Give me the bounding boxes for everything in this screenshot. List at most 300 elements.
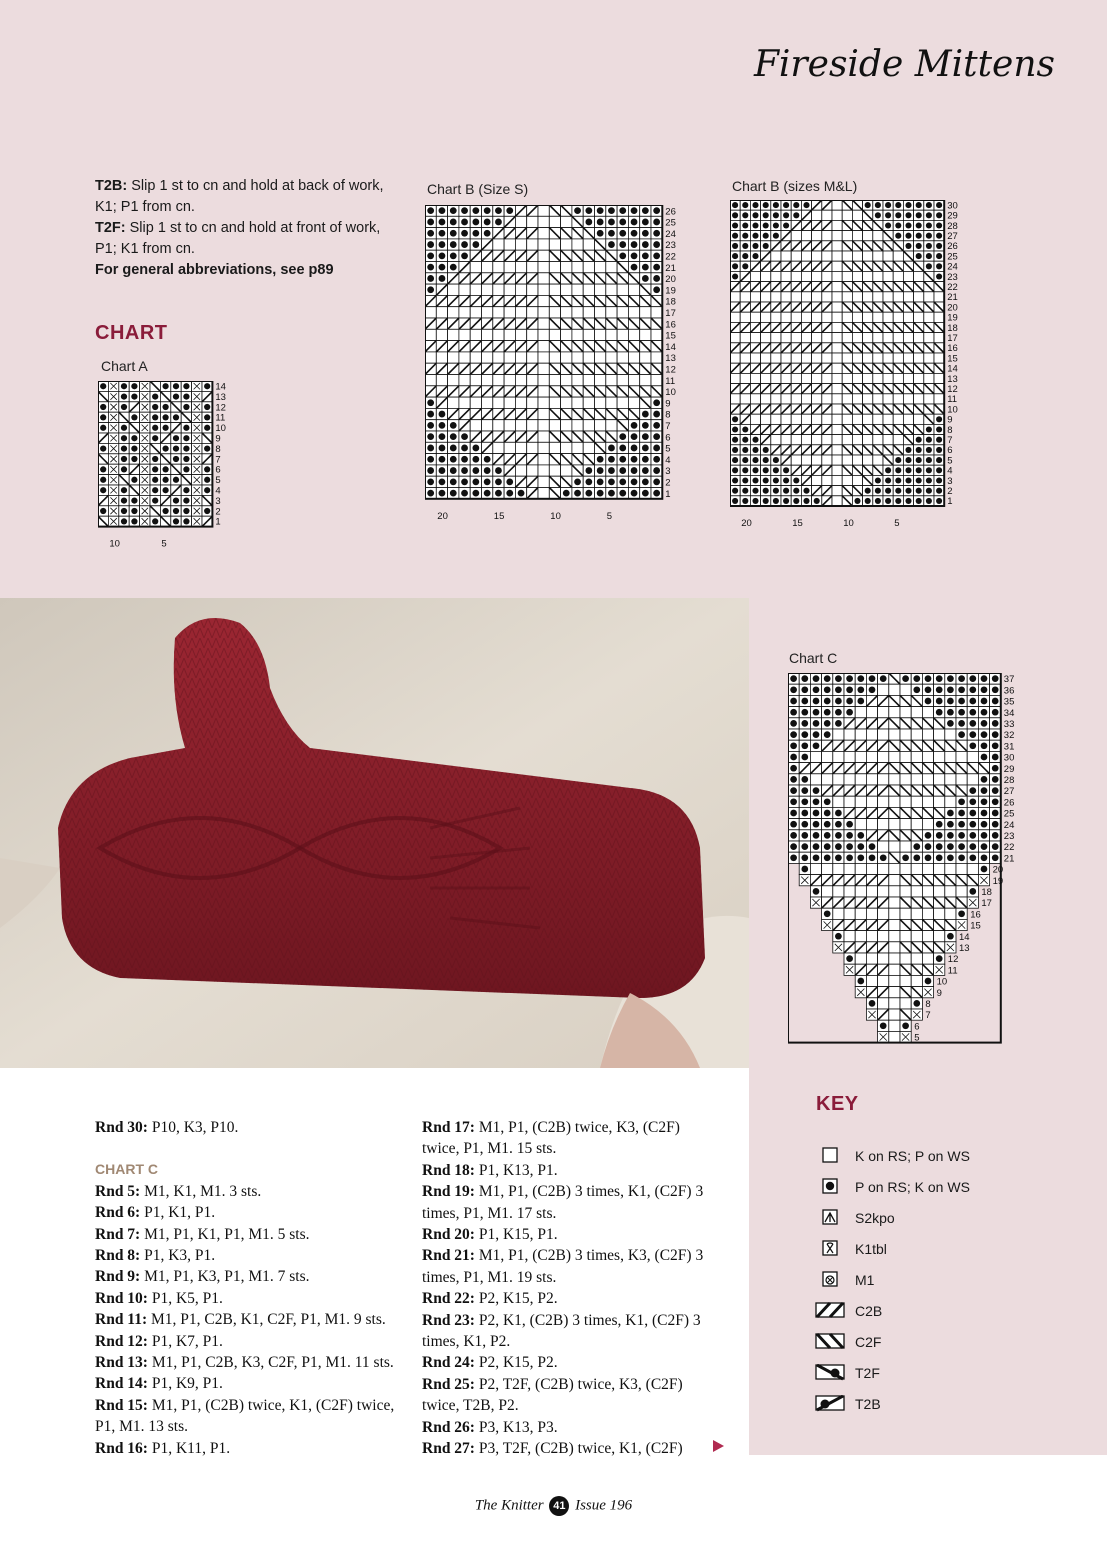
chart-cell [878, 819, 889, 830]
chart-cell [561, 216, 572, 227]
chart-cell [924, 292, 934, 302]
chart-cell [801, 353, 811, 363]
chart-cell [934, 908, 945, 919]
purl-dot [905, 467, 911, 473]
chart-cell [911, 931, 922, 942]
chart-cell [967, 863, 978, 874]
purl-dot [100, 404, 106, 410]
chart-cell [822, 231, 832, 241]
chart-cell [903, 353, 913, 363]
purl-dot [763, 488, 769, 494]
purl-dot [936, 202, 942, 208]
row-number: 27 [1003, 786, 1015, 798]
instruction-row: Rnd 12: P1, K7, P1. [95, 1332, 223, 1350]
purl-dot [162, 477, 168, 483]
purl-dot [958, 720, 965, 727]
purl-dot [790, 765, 797, 772]
purl-dot [916, 457, 922, 463]
chart-cell [801, 231, 811, 241]
chart-cell [911, 819, 922, 830]
chart-cell [903, 373, 913, 383]
purl-dot [439, 275, 446, 282]
chart-cell [842, 455, 852, 465]
purl-dot [958, 843, 965, 850]
chart-cell [889, 774, 900, 785]
purl-dot [752, 467, 758, 473]
purl-dot [472, 467, 479, 474]
chart-cell [482, 307, 493, 318]
chart-cell [761, 333, 771, 343]
column-number: 10 [843, 518, 854, 529]
purl-dot [895, 498, 901, 504]
chart-cell [617, 307, 628, 318]
purl-dot [439, 230, 446, 237]
purl-dot [936, 709, 943, 716]
purl-dot [183, 425, 189, 431]
purl-dot [813, 675, 820, 682]
chart-cell [527, 284, 538, 295]
purl-dot [824, 810, 831, 817]
purl-dot [981, 731, 988, 738]
row-number: 12 [947, 383, 958, 395]
chart-cell [900, 953, 911, 964]
chart-cell [911, 774, 922, 785]
chart-cell [740, 353, 750, 363]
row-number: 9 [215, 433, 221, 445]
purl-dot [461, 478, 468, 485]
chart-cell [771, 333, 781, 343]
chart-cell [549, 284, 560, 295]
chart-cell [459, 307, 470, 318]
purl-dot [732, 467, 738, 473]
purl-dot [835, 698, 842, 705]
chart-cell [617, 329, 628, 340]
purl-dot [790, 821, 797, 828]
purl-dot [742, 426, 748, 432]
purl-dot [824, 821, 831, 828]
purl-dot [450, 422, 457, 429]
chart-cell [922, 819, 933, 830]
purl-dot [981, 854, 988, 861]
chart-cell [878, 998, 889, 1009]
chart-cell [866, 886, 877, 897]
chart-cell [515, 284, 526, 295]
purl-dot [925, 686, 932, 693]
purl-dot [461, 241, 468, 248]
chart-cell [761, 394, 771, 404]
chart-cell [866, 707, 877, 718]
chart-cell [606, 397, 617, 408]
purl-dot [752, 253, 758, 259]
row-number: 6 [215, 464, 221, 476]
chart-c-label: Chart C [789, 650, 838, 666]
chart-cell [527, 397, 538, 408]
purl-dot [152, 487, 158, 493]
purl-dot [936, 477, 942, 483]
square-icon [813, 1147, 847, 1165]
chart-cell [527, 352, 538, 363]
chart-cell [945, 863, 956, 874]
purl-dot [880, 854, 887, 861]
chart-cell [470, 262, 481, 273]
chart-cell [822, 435, 832, 445]
purl-dot [427, 207, 434, 214]
purl-dot [653, 433, 660, 440]
chart-cell [878, 729, 889, 740]
t2f-icon [813, 1364, 847, 1382]
chart-cell [583, 397, 594, 408]
row-number: 21 [947, 292, 958, 304]
instruction-row: Rnd 14: P1, K9, P1. [95, 1375, 223, 1393]
chart-cell [863, 271, 873, 281]
purl-dot [121, 487, 127, 493]
instruction-row: Rnd 17: M1, P1, (C2B) twice, K3, (C2F) twice, P1, M1. 15 sts. [422, 1119, 680, 1158]
chart-cell [538, 262, 549, 273]
instruction-row: Rnd 18: P1, K13, P1. [422, 1161, 558, 1179]
chart-cell [832, 404, 842, 414]
chart-cell [889, 819, 900, 830]
purl-dot [875, 212, 881, 218]
purl-dot [895, 467, 901, 473]
purl-dot [925, 698, 932, 705]
row-number: 5 [914, 1032, 920, 1044]
purl-dot [981, 776, 988, 783]
chart-cell [914, 373, 924, 383]
row-number: 25 [665, 217, 676, 229]
chart-cell [900, 684, 911, 695]
purl-dot [619, 456, 626, 463]
chart-cell [967, 774, 978, 785]
chart-cell [448, 397, 459, 408]
row-number: 30 [947, 200, 958, 212]
chart-cell [822, 475, 832, 485]
chart-cell [538, 352, 549, 363]
purl-dot [450, 490, 457, 497]
purl-dot [916, 212, 922, 218]
chart-cell [842, 231, 852, 241]
purl-dot [992, 776, 999, 783]
purl-dot [439, 490, 446, 497]
chart-cell [832, 292, 842, 302]
purl-dot [801, 810, 808, 817]
chart-cell [889, 863, 900, 874]
purl-dot [981, 832, 988, 839]
chart-cell [595, 262, 606, 273]
purl-dot [742, 243, 748, 249]
chart-cell [561, 262, 572, 273]
purl-dot [981, 754, 988, 761]
purl-dot [131, 383, 137, 389]
purl-dot [958, 832, 965, 839]
chart-cell [812, 414, 822, 424]
purl-dot [813, 686, 820, 693]
chart-cell [561, 397, 572, 408]
instruction-row: Rnd 8: P1, K3, P1. [95, 1247, 216, 1265]
chart-cell [504, 239, 515, 250]
purl-dot [742, 447, 748, 453]
purl-dot [131, 445, 137, 451]
purl-dot [631, 241, 638, 248]
purl-dot [100, 383, 106, 389]
chart-cell [832, 210, 842, 220]
purl-dot [936, 498, 942, 504]
purl-dot [835, 709, 842, 716]
purl-dot [790, 810, 797, 817]
purl-dot [835, 675, 842, 682]
chart-cell [436, 352, 447, 363]
purl-dot [642, 275, 649, 282]
purl-dot [936, 263, 942, 269]
purl-dot [742, 488, 748, 494]
purl-dot [100, 508, 106, 514]
chart-cell [538, 442, 549, 453]
purl-dot [173, 477, 179, 483]
purl-dot [857, 832, 864, 839]
chart-cell [873, 435, 883, 445]
chart-cell [822, 751, 833, 762]
key-row: P on RS; K on WS [805, 1171, 1065, 1202]
chart-cell [844, 863, 855, 874]
purl-dot [642, 207, 649, 214]
chart-cell [791, 435, 801, 445]
chart-cell [852, 455, 862, 465]
purl-dot [427, 241, 434, 248]
chart-cell [493, 375, 504, 386]
row-number: 11 [665, 375, 676, 387]
purl-dot [936, 843, 943, 850]
purl-dot [813, 843, 820, 850]
purl-dot [427, 219, 434, 226]
purl-dot [427, 264, 434, 271]
chart-cell [549, 442, 560, 453]
purl-dot [880, 1022, 887, 1029]
instruction-row: Rnd 19: M1, P1, (C2B) 3 times, K1, (C2F) 3 times, P1, M1. 17 sts. [422, 1183, 704, 1222]
chart-cell [842, 271, 852, 281]
purl-dot [461, 207, 468, 214]
chart-cell [810, 863, 821, 874]
purl-dot [813, 742, 820, 749]
chart-cell [617, 284, 628, 295]
chart-cell [730, 312, 740, 322]
abbr-t2b: T2B: Slip 1 st to cn and hold at back of work, K1; P1 from cn. [95, 178, 384, 215]
row-number: 4 [215, 485, 221, 497]
purl-dot [814, 498, 820, 504]
chart-cell [493, 352, 504, 363]
chart-cell [761, 271, 771, 281]
purl-dot [642, 490, 649, 497]
purl-dot [183, 466, 189, 472]
chart-cell [810, 774, 821, 785]
chart-cell [436, 307, 447, 318]
chart-cell [595, 307, 606, 318]
chart-cell [448, 375, 459, 386]
chart-cell [448, 329, 459, 340]
row-number: 34 [1003, 707, 1015, 719]
chart-cell [595, 420, 606, 431]
chart-cell [750, 353, 760, 363]
purl-dot [100, 477, 106, 483]
chart-cell [640, 352, 651, 363]
chart-cell [855, 819, 866, 830]
chart-cell [750, 373, 760, 383]
chart-cell [549, 465, 560, 476]
chart-cell [889, 908, 900, 919]
purl-dot [518, 490, 525, 497]
purl-dot [813, 698, 820, 705]
chart-cell [425, 307, 436, 318]
chart-cell [852, 251, 862, 261]
chart-cell [606, 262, 617, 273]
chart-cell [903, 414, 913, 424]
chart-cell [504, 375, 515, 386]
chart-cell [549, 352, 560, 363]
row-number: 16 [665, 319, 676, 331]
purl-dot [869, 854, 876, 861]
chart-cell [470, 397, 481, 408]
chart-cell [583, 284, 594, 295]
row-number: 8 [925, 998, 931, 1010]
purl-dot [642, 445, 649, 452]
purl-dot [653, 207, 660, 214]
purl-dot [763, 202, 769, 208]
purl-dot [801, 686, 808, 693]
chart-cell [889, 1031, 900, 1042]
purl-dot [121, 508, 127, 514]
purl-dot [947, 832, 954, 839]
purl-dot [152, 466, 158, 472]
chart-cell [911, 908, 922, 919]
purl-dot [905, 488, 911, 494]
purl-dot [427, 467, 434, 474]
purl-dot [439, 467, 446, 474]
purl-dot [152, 497, 158, 503]
chart-cell [832, 414, 842, 424]
purl-dot [763, 222, 769, 228]
chart-cell [924, 333, 934, 343]
chart-cell [791, 312, 801, 322]
chart-cell [740, 373, 750, 383]
row-number: 4 [665, 454, 671, 466]
purl-dot [981, 675, 988, 682]
chart-cell [761, 312, 771, 322]
purl-dot [450, 252, 457, 259]
chart-cell [493, 329, 504, 340]
purl-dot [450, 207, 457, 214]
chart-cell [900, 841, 911, 852]
purl-dot [835, 720, 842, 727]
chart-cell [956, 863, 967, 874]
chart-cell [493, 397, 504, 408]
chart-cell [873, 455, 883, 465]
chart-cell [863, 292, 873, 302]
purl-dot [790, 720, 797, 727]
chart-cell [504, 397, 515, 408]
purl-dot [947, 686, 954, 693]
purl-dot [131, 414, 137, 420]
purl-dot [936, 212, 942, 218]
row-number: 7 [947, 434, 953, 446]
purl-dot [450, 456, 457, 463]
purl-dot [450, 230, 457, 237]
chart-cell [878, 886, 889, 897]
purl-dot [173, 508, 179, 514]
purl-dot [885, 498, 891, 504]
purl-dot [597, 230, 604, 237]
row-number: 7 [215, 454, 221, 466]
chart-cell [595, 352, 606, 363]
purl-dot [773, 477, 779, 483]
row-number: 35 [1003, 696, 1015, 708]
row-number: 25 [947, 251, 958, 263]
purl-dot [926, 447, 932, 453]
chart-cell [889, 998, 900, 1009]
purl-dot [642, 456, 649, 463]
chart-cell [842, 475, 852, 485]
instruction-row: Rnd 5: M1, K1, M1. 3 sts. [95, 1182, 262, 1200]
purl-dot [597, 490, 604, 497]
purl-dot [450, 478, 457, 485]
row-number: 13 [959, 942, 970, 954]
chart-cell [482, 420, 493, 431]
purl-dot [783, 477, 789, 483]
purl-dot [958, 798, 965, 805]
chart-cell [873, 271, 883, 281]
chart-cell [934, 886, 945, 897]
chart-cell [833, 751, 844, 762]
purl-dot [773, 212, 779, 218]
chart-cell [883, 271, 893, 281]
purl-dot [653, 399, 660, 406]
chart-cell [583, 420, 594, 431]
chart-cell [956, 886, 967, 897]
chart-cell [911, 751, 922, 762]
chart-cell [781, 414, 791, 424]
row-number: 20 [992, 864, 1004, 876]
purl-dot [461, 219, 468, 226]
purl-dot [925, 832, 932, 839]
chart-cell [967, 751, 978, 762]
row-number: 13 [215, 391, 226, 403]
chart-b-s-grid [425, 205, 695, 520]
chart-cell [852, 312, 862, 322]
chart-cell [822, 774, 833, 785]
chart-cell [640, 307, 651, 318]
chart-cell [844, 751, 855, 762]
chart-cell [832, 363, 842, 373]
key-row: T2B [805, 1388, 1065, 1419]
key-row: C2B [805, 1295, 1065, 1326]
instruction-row: Rnd 27: P3, T2F, (C2B) twice, K1, (C2F) [422, 1440, 683, 1458]
row-number: 23 [665, 240, 676, 252]
chart-cell [812, 373, 822, 383]
chart-cell [911, 863, 922, 874]
chart-cell [606, 307, 617, 318]
purl-dot [439, 241, 446, 248]
row-number: 6 [914, 1021, 920, 1033]
purl-dot [439, 433, 446, 440]
chart-cell [470, 420, 481, 431]
chart-cell [852, 353, 862, 363]
chart-cell [873, 373, 883, 383]
row-number: 17 [947, 332, 958, 344]
purl-dot [895, 202, 901, 208]
chart-cell [900, 998, 911, 1009]
purl-dot [100, 487, 106, 493]
chart-cell [493, 420, 504, 431]
purl-dot [495, 490, 502, 497]
purl-dot [173, 435, 179, 441]
chart-cell [750, 271, 760, 281]
